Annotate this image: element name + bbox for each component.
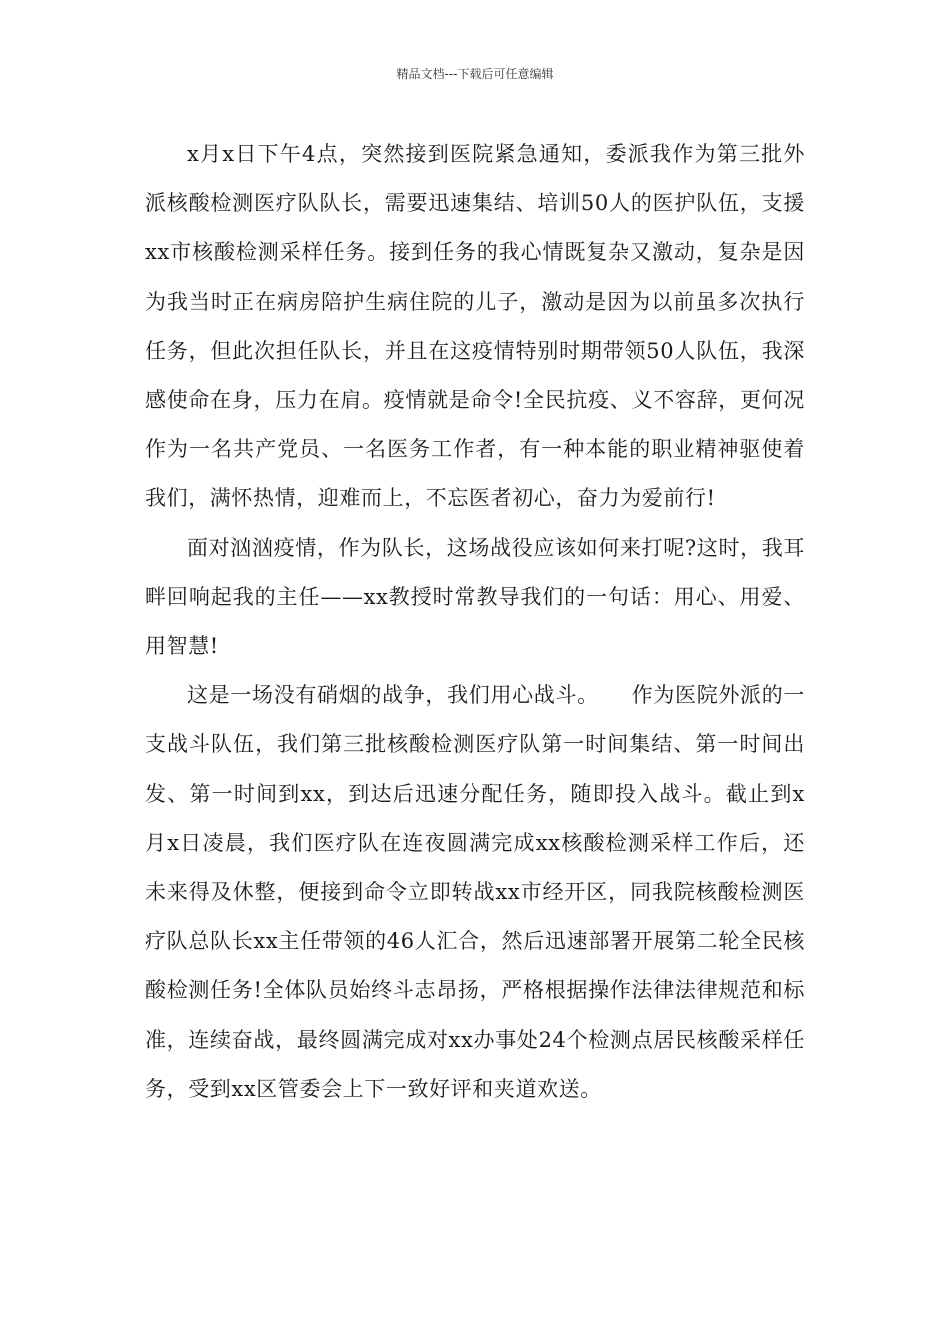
paragraph-3: 这是一场没有硝烟的战争，我们用心战斗。 作为医院外派的一支战斗队伍，我们第三批核酸检测医疗队第一时间集结、第一时间出发、第一时间到xx，到达后迅速分配任务，随即投入战斗。截止到x月x日凌晨，我们医疗队在连夜圆满完成xx核酸检测采样工作后，还未来得及休整，便接到命令立即转战xx市经开区，同我院核酸检测医疗队总队长xx主任带领的46人汇合，然后迅速部署开展第二轮全民核酸检测任务!全体队员始终斗志昂扬，严格根据操作法律法律规范和标准，连续奋战，最终圆满完成对xx办事处24个检测点居民核酸采样任务，受到xx区管委会上下一致好评和夹道欢送。 — [145, 683, 805, 1101]
document-body — [145, 130, 805, 1114]
page-header: 精品文档---下载后可任意编辑 — [396, 67, 554, 81]
paragraph-1: x月x日下午4点，突然接到医院紧急通知，委派我作为第三批外派核酸检测医疗队队长，需要迅速集结、培训50人的医护队伍，支援xx市核酸检测采样任务。接到任务的我心情既复杂又激动，复杂是因为我当时正在病房陪护生病住院的儿子，激动是因为以前虽多次执行任务，但此次担任队长，并且在这疫情特别时期带领50人队伍，我深感使命在身，压力在肩。疫情就是命令!全民抗疫、义不容辞，更何况作为一名共产党员、一名医务工作者，有一种本能的职业精神驱使着我们，满怀热情，迎难而上，不忘医者初心，奋力为爱前行! — [145, 142, 805, 511]
paragraph-2: 面对汹汹疫情，作为队长，这场战役应该如何来打呢?这时，我耳畔回响起我的主任——xx教授时常教导我们的一句话：用心、用爱、用智慧! — [145, 535, 805, 659]
